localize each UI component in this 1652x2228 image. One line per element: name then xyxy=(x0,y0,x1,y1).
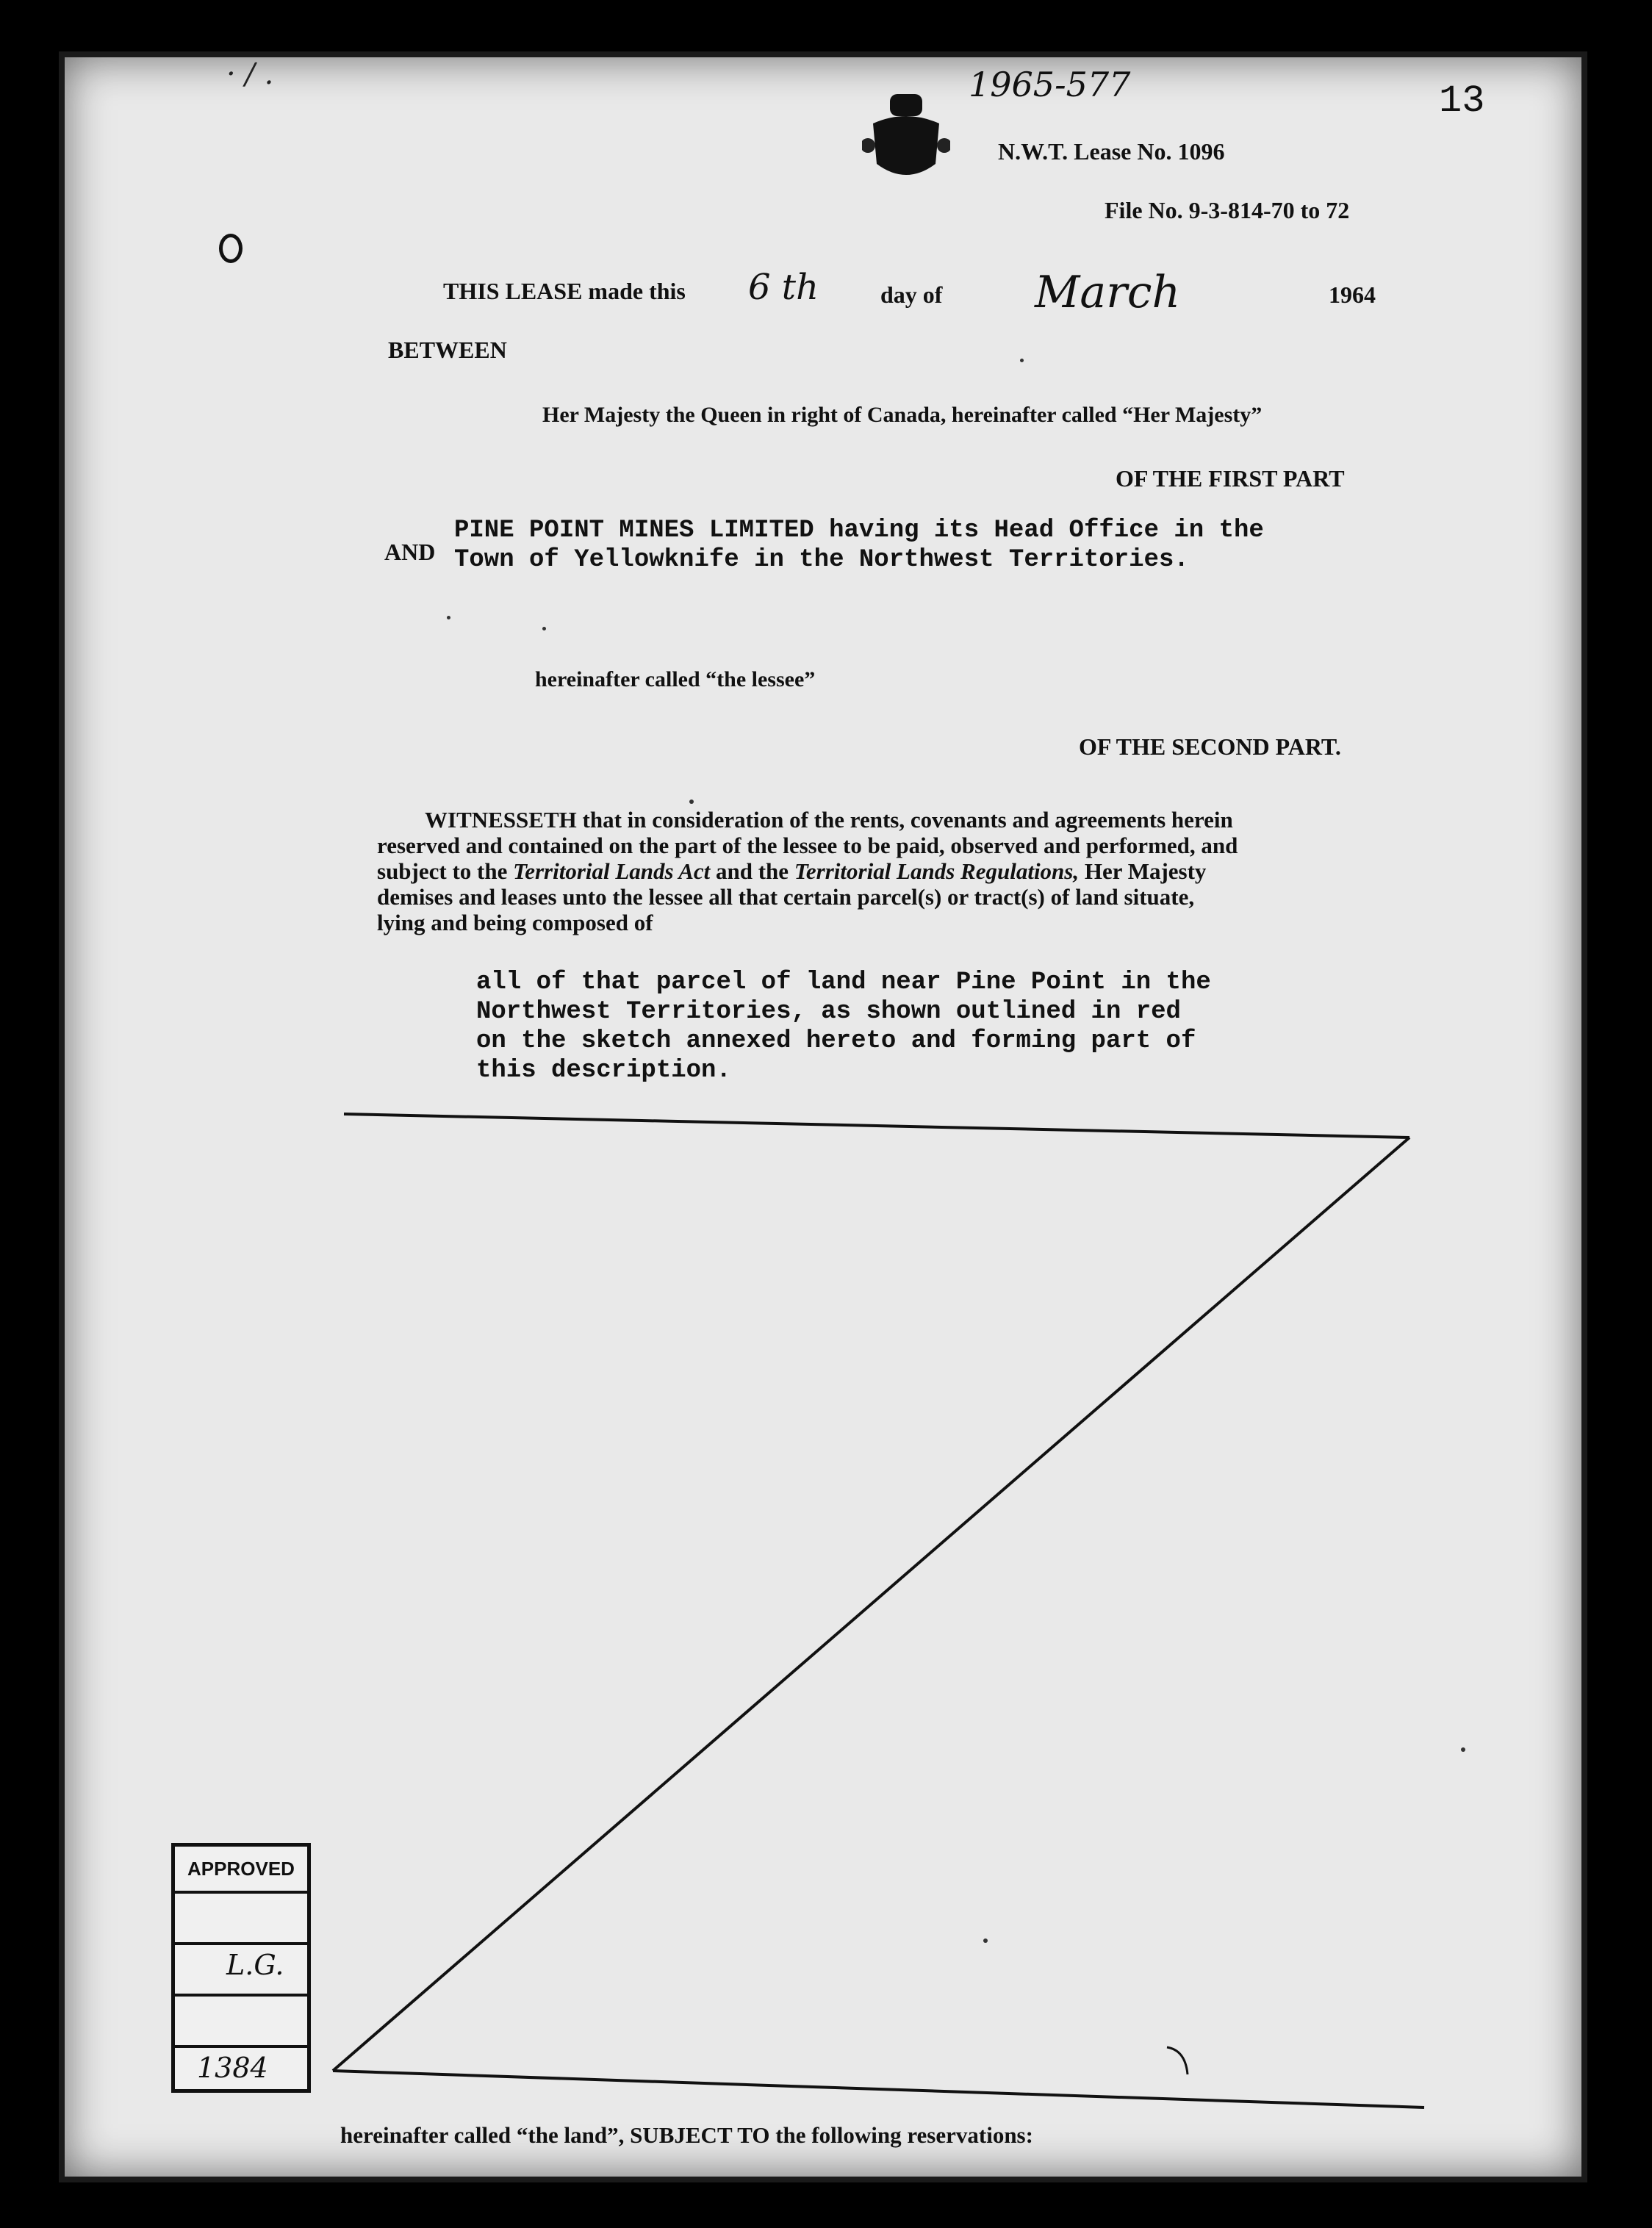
stamp-row xyxy=(175,2045,307,2096)
lease-document-page xyxy=(59,51,1587,2182)
stamp-initials: L.G. xyxy=(226,1949,284,1981)
lease-made-label: THIS LEASE made this xyxy=(443,278,686,304)
stamp-number: 1384 xyxy=(197,2052,268,2084)
description-line-2: Northwest Territories, as shown outlined in red xyxy=(476,998,1181,1026)
act-title: Territorial Lands Act xyxy=(513,858,711,884)
description-line-1: all of that parcel of land near Pine Point in the xyxy=(476,969,1211,996)
second-part-label: OF THE SECOND PART. xyxy=(1079,733,1341,760)
file-number: File No. 9-3-814-70 to 72 xyxy=(1105,197,1350,223)
lessee-line-2: Town of Yellowknife in the Northwest Territories. xyxy=(454,546,1189,574)
witness-text: subject to the xyxy=(377,858,508,884)
lease-number: N.W.T. Lease No. 1096 xyxy=(998,138,1225,165)
stamp-row xyxy=(175,1994,307,2045)
first-party: Her Majesty the Queen in right of Canada, hereinafter called “Her Majesty” xyxy=(542,403,1263,427)
and-label: AND xyxy=(384,539,436,565)
witness-line-2: reserved and contained on the part of the lessee to be paid, observed and performed, and xyxy=(377,833,1238,858)
corner-scribble: · ∕ . xyxy=(226,57,274,91)
witness-line-4: demises and leases unto the lessee all that certain parcel(s) or tract(s) of land situate, xyxy=(377,884,1195,910)
stamp-row xyxy=(175,1942,307,1994)
witness-text: Her Majesty xyxy=(1084,858,1207,884)
day-of-label: day of xyxy=(880,281,943,308)
between-label: BETWEEN xyxy=(388,337,507,363)
lease-year: 1964 xyxy=(1329,281,1376,308)
first-part-label: OF THE FIRST PART xyxy=(1116,465,1345,492)
handwritten-reference: 1965-577 xyxy=(969,65,1131,104)
stamp-row xyxy=(175,1891,307,1942)
witness-text: and the xyxy=(716,858,789,884)
witness-line-1: WITNESSETH that in consideration of the rents, covenants and agreements herein xyxy=(425,807,1233,833)
approved-stamp xyxy=(171,1843,311,2093)
description-line-3: on the sketch annexed hereto and forming part of xyxy=(476,1027,1196,1055)
lessee-line-1: PINE POINT MINES LIMITED having its Head Office in the xyxy=(454,517,1264,545)
regulations-title: Territorial Lands Regulations, xyxy=(794,858,1080,884)
lessee-called: hereinafter called “the lessee” xyxy=(535,667,816,691)
stamp-header: APPROVED xyxy=(187,1858,295,1880)
page-number: 13 xyxy=(1439,79,1485,123)
witness-line-5: lying and being composed of xyxy=(377,910,653,935)
closing-line: hereinafter called “the land”, SUBJECT TO the following reservations: xyxy=(340,2122,1033,2148)
description-line-4: this description. xyxy=(476,1057,731,1085)
lease-month: March xyxy=(1035,267,1181,318)
lease-day: 6 th xyxy=(748,267,819,308)
